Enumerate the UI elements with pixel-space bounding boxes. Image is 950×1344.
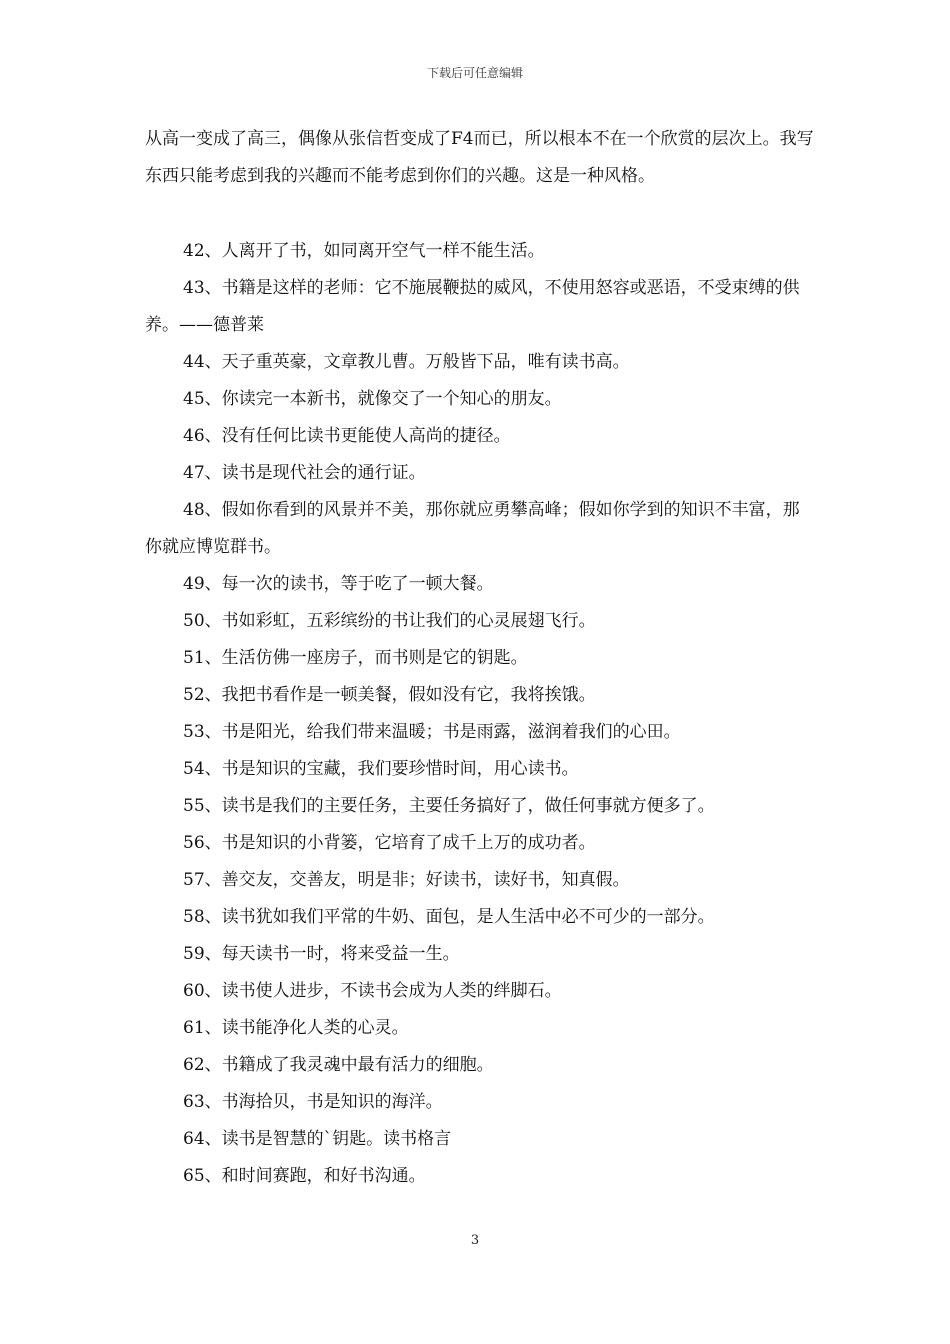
list-item: 63、书海拾贝，书是知识的海洋。 <box>183 1092 443 1112</box>
list-item: 57、善交友，交善友，明是非；好读书，读好书，知真假。 <box>183 870 630 890</box>
list-item: 59、每天读书一时，将来受益一生。 <box>183 944 460 964</box>
list-item: 56、书是知识的小背篓，它培育了成千上万的成功者。 <box>183 833 596 853</box>
list-item: 43、书籍是这样的老师：它不施展鞭挞的威风，不使用怒容或恶语，不受束缚的供养。——德普莱 <box>145 278 800 335</box>
page-number: 3 <box>470 1233 480 1248</box>
list-item: 65、和时间赛跑，和好书沟通。 <box>183 1166 426 1186</box>
list-item: 60、读书使人进步，不读书会成为人类的绊脚石。 <box>183 981 562 1001</box>
list-item: 62、书籍成了我灵魂中最有活力的细胞。 <box>183 1055 494 1075</box>
intro-paragraph: 从高一变成了高三，偶像从张信哲变成了F4而已，所以根本不在一个欣赏的层次上。我写东西只能考虑到我的兴趣而不能考虑到你们的兴趣。这是一种风格。 <box>145 129 814 186</box>
list-item: 46、没有任何比读书更能使人高尚的捷径。 <box>183 426 511 446</box>
list-item: 51、生活仿佛一座房子，而书则是它的钥匙。 <box>183 648 528 668</box>
list-item: 42、人离开了书，如同离开空气一样不能生活。 <box>183 241 545 261</box>
list-item: 45、你读完一本新书，就像交了一个知心的朋友。 <box>183 389 562 409</box>
list-item: 53、书是阳光，给我们带来温暖；书是雨露，滋润着我们的心田。 <box>183 722 681 742</box>
list-item: 52、我把书看作是一顿美餐，假如没有它，我将挨饿。 <box>183 685 596 705</box>
list-item: 44、天子重英豪，文章教儿曹。万般皆下品，唯有读书高。 <box>183 352 630 372</box>
list-item: 61、读书能净化人类的心灵。 <box>183 1018 409 1038</box>
list-item: 48、假如你看到的风景并不美，那你就应勇攀高峰；假如你学到的知识不丰富，那你就应博览群书。 <box>145 500 800 557</box>
list-item: 55、读书是我们的主要任务，主要任务搞好了，做任何事就方便多了。 <box>183 796 715 816</box>
page-header-note: 下载后可任意编辑 <box>426 66 523 80</box>
list-item: 58、读书犹如我们平常的牛奶、面包，是人生活中必不可少的一部分。 <box>183 907 715 927</box>
list-item: 64、读书是智慧的`钥匙。读书格言 <box>183 1129 452 1149</box>
document-body <box>145 121 815 1195</box>
list-item: 49、每一次的读书，等于吃了一顿大餐。 <box>183 574 494 594</box>
list-item: 47、读书是现代社会的通行证。 <box>183 463 426 483</box>
list-item: 54、书是知识的宝藏，我们要珍惜时间，用心读书。 <box>183 759 579 779</box>
list-item: 50、书如彩虹，五彩缤纷的书让我们的心灵展翅飞行。 <box>183 611 596 631</box>
